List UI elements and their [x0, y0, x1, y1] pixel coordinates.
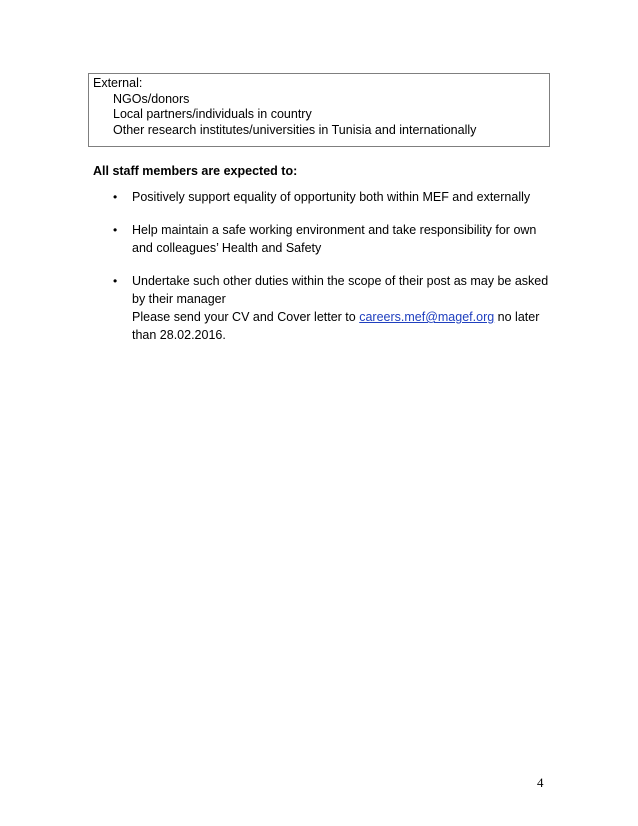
list-item: [113, 221, 553, 257]
list-item: [113, 188, 553, 206]
staff-expectations-heading: All staff members are expected to:: [93, 164, 298, 178]
list-item: [113, 272, 553, 308]
box-item-ngos: NGOs/donors: [113, 91, 190, 106]
closing-text-after: no later than 28.02.2016.: [132, 310, 540, 342]
list-item-text: Undertake such other duties within the scope of their post as may be asked by their manager: [132, 274, 549, 306]
box-item-research-institutes: Other research institutes/universities in Tunisia and internationally: [113, 122, 477, 137]
bullet-icon: •: [113, 274, 118, 288]
bullet-icon: •: [113, 190, 118, 204]
external-stakeholders-box: [88, 73, 550, 147]
list-item-text: Help maintain a safe working environment and take responsibility for own and colleagues’ Health and Safety: [132, 223, 537, 255]
closing-text-before: Please send your CV and Cover letter to: [132, 310, 360, 324]
page-number: 4: [537, 775, 544, 790]
application-instructions: [132, 308, 552, 344]
list-item-text: Positively support equality of opportunity both within MEF and externally: [132, 190, 531, 204]
box-heading-external: External:: [93, 76, 143, 90]
box-item-local-partners: Local partners/individuals in country: [113, 107, 312, 121]
bullet-icon: •: [113, 223, 118, 237]
expectations-list: [113, 188, 553, 323]
careers-email-link[interactable]: careers.mef@magef.org: [359, 310, 495, 324]
